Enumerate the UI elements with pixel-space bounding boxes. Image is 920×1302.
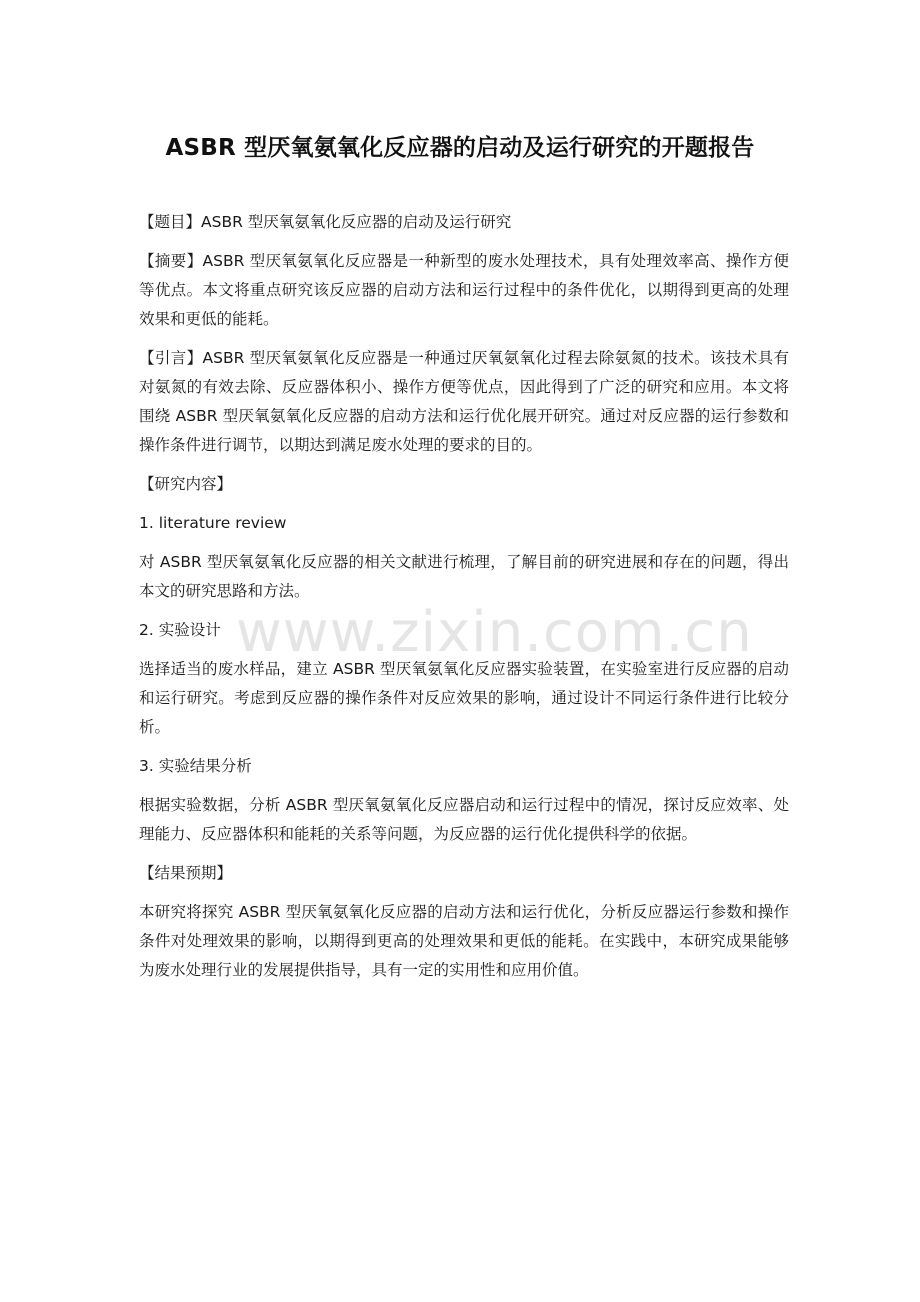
paragraph-abstract: 【摘要】ASBR 型厌氧氨氧化反应器是一种新型的废水处理技术，具有处理效率高、操作方便等优点。本文将重点研究该反应器的启动方法和运行过程中的条件优化，以期得到更高的处理效果和更低的能耗。 <box>139 252 789 328</box>
paragraph-expected-results: 本研究将探究 ASBR 型厌氧氨氧化反应器的启动方法和运行优化，分析反应器运行参数和操作条件对处理效果的影响，以期得到更高的处理效果和更低的能耗。在实践中，本研究成果能够为废水处理行业的发展提供指导，具有一定的实用性和应用价值。 <box>139 903 789 979</box>
document-title: ASBR 型厌氧氨氧化反应器的启动及运行研究的开题报告 <box>165 135 755 161</box>
watermark: www.zixin.com.cn <box>236 600 753 665</box>
heading-research-content: 【研究内容】 <box>139 475 233 493</box>
paragraph-literature-review: 对 ASBR 型厌氧氨氧化反应器的相关文献进行梳理，了解目前的研究进展和存在的问题，得出本文的研究思路和方法。 <box>139 553 789 600</box>
heading-expected-results: 【结果预期】 <box>139 864 233 882</box>
paragraph-experiment-design: 选择适当的废水样品，建立 ASBR 型厌氧氨氧化反应器实验装置，在实验室进行反应器的启动和运行研究。考虑到反应器的操作条件对反应效果的影响，通过设计不同运行条件进行比较分析。 <box>139 660 789 736</box>
paragraph-result-analysis: 根据实验数据，分析 ASBR 型厌氧氨氧化反应器启动和运行过程中的情况，探讨反应效率、处理能力、反应器体积和能耗的关系等问题，为反应器的运行优化提供科学的依据。 <box>139 796 789 843</box>
heading-result-analysis: 3. 实验结果分析 <box>139 757 252 775</box>
document-body <box>139 208 789 995</box>
heading-experiment-design: 2. 实验设计 <box>139 621 221 639</box>
paragraph-topic: 【题目】ASBR 型厌氧氨氧化反应器的启动及运行研究 <box>139 213 512 231</box>
paragraph-introduction: 【引言】ASBR 型厌氧氨氧化反应器是一种通过厌氧氨氧化过程去除氨氮的技术。该技术具有对氨氮的有效去除、反应器体积小、操作方便等优点，因此得到了广泛的研究和应用。本文将围绕 ASBR 型厌氧氨氧化反应器的启动方法和运行优化展开研究。通过对反应器的运行参数和操作条件进行调节，以期达到满足废水处理的要求的目的。 <box>139 349 789 454</box>
heading-literature-review: 1. literature review <box>139 514 287 532</box>
